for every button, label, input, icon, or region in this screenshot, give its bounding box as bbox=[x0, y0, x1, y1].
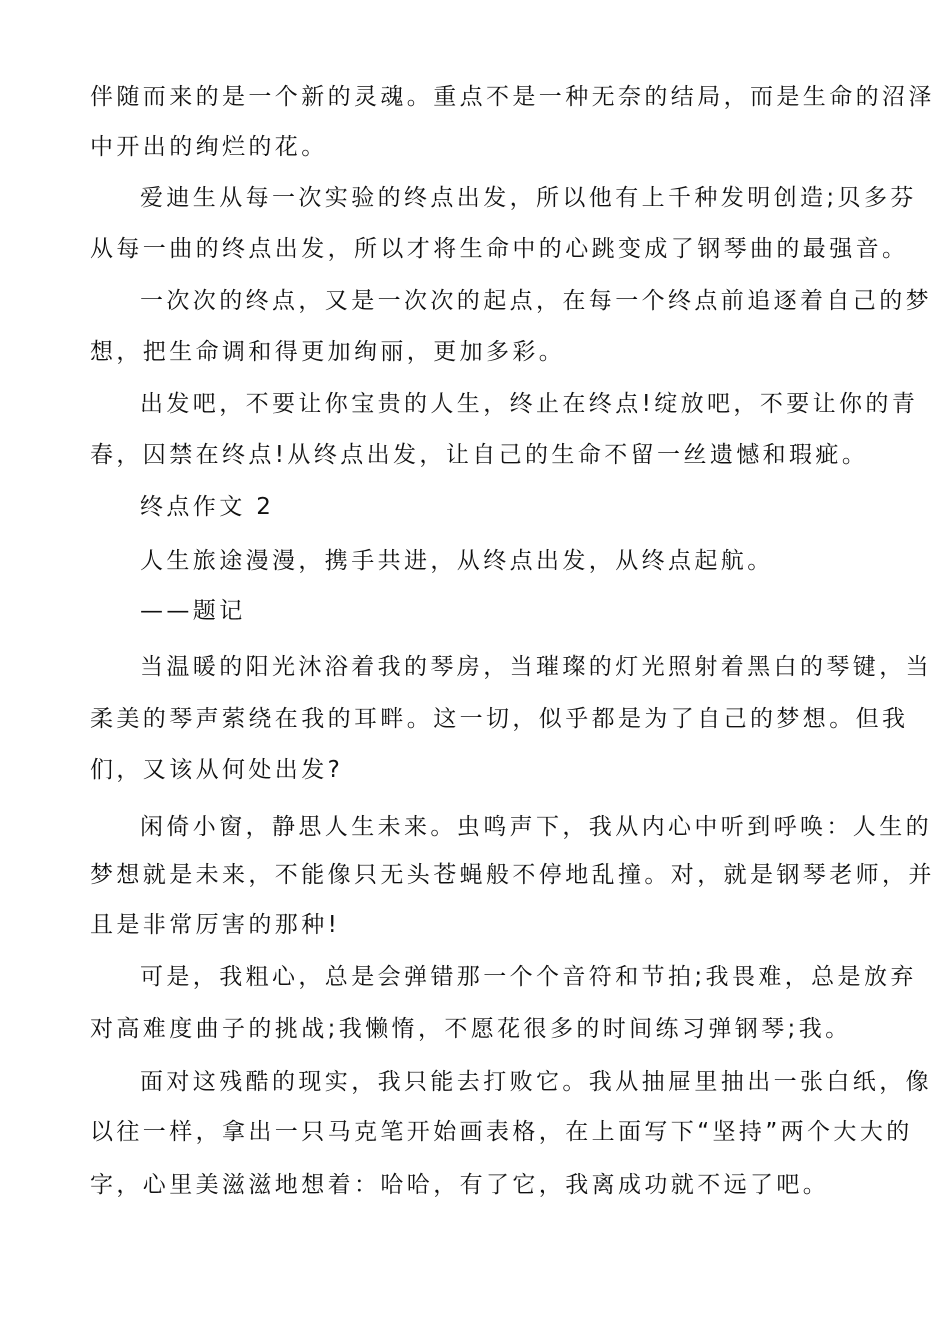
section-heading: 终点作文 2 bbox=[140, 494, 275, 520]
text-line: 面对这残酷的现实，我只能去打败它。我从抽屉里抽出一张白纸，像 bbox=[140, 1069, 932, 1095]
text-line: 一次次的终点，又是一次次的起点，在每一个终点前追逐着自己的梦 bbox=[140, 288, 932, 314]
epigraph-attribution: ——题记 bbox=[140, 598, 246, 624]
text-line: 爱迪生从每一次实验的终点出发，所以他有上千种发明创造;贝多芬 bbox=[140, 185, 917, 211]
text-line: 从每一曲的终点出发，所以才将生命中的心跳变成了钢琴曲的最强音。 bbox=[90, 236, 909, 262]
text-line: 人生旅途漫漫，携手共进，从终点出发，从终点起航。 bbox=[140, 548, 774, 574]
text-line: 且是非常厉害的那种! bbox=[90, 912, 341, 938]
text-line: 以往一样，拿出一只马克笔开始画表格，在上面写下“坚持”两个大大的 bbox=[90, 1119, 913, 1145]
text-line: 柔美的琴声萦绕在我的耳畔。这一切，似乎都是为了自己的梦想。但我 bbox=[90, 706, 909, 732]
text-line: 伴随而来的是一个新的灵魂。重点不是一种无奈的结局，而是生命的沼泽 bbox=[90, 84, 935, 110]
text-line: 当温暖的阳光沐浴着我的琴房，当璀璨的灯光照射着黑白的琴键，当 bbox=[140, 654, 932, 680]
text-line: 梦想就是未来，不能像只无头苍蝇般不停地乱撞。对，就是钢琴老师，并 bbox=[90, 862, 935, 888]
text-line: 春，囚禁在终点!从终点出发，让自己的生命不留一丝遗憾和瑕疵。 bbox=[90, 442, 869, 468]
text-line: 可是，我粗心，总是会弹错那一个个音符和节拍;我畏难，总是放弃 bbox=[140, 964, 917, 990]
text-line: 们，又该从何处出发? bbox=[90, 757, 344, 783]
text-line: 出发吧，不要让你宝贵的人生，终止在终点!绽放吧，不要让你的青 bbox=[140, 391, 919, 417]
text-line: 对高难度曲子的挑战;我懒惰，不愿花很多的时间练习弹钢琴;我。 bbox=[90, 1016, 852, 1042]
text-line: 字，心里美滋滋地想着：哈哈，有了它，我离成功就不远了吧。 bbox=[90, 1172, 830, 1198]
text-line: 想，把生命调和得更加绚丽，更加多彩。 bbox=[90, 339, 566, 365]
text-line: 闲倚小窗，静思人生未来。虫鸣声下，我从内心中听到呼唤：人生的 bbox=[140, 814, 932, 840]
text-line: 中开出的绚烂的花。 bbox=[90, 134, 328, 160]
